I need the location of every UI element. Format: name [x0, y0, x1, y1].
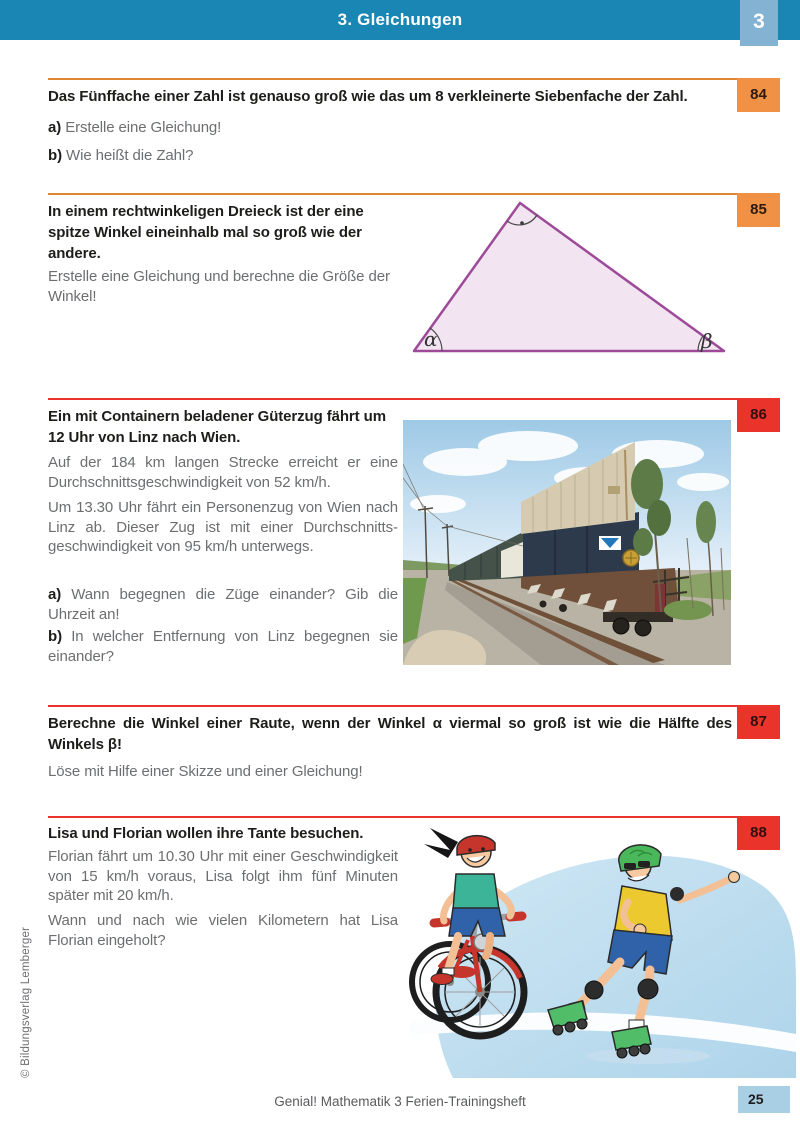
exercise-87-rule	[48, 705, 780, 707]
kids-illustration	[398, 822, 796, 1078]
part-label: b)	[48, 147, 62, 164]
triangle-shape	[414, 203, 724, 351]
exercise-85-number-badge: 85	[737, 193, 780, 227]
beta-label: β	[701, 329, 713, 353]
kids-illustration-svg	[398, 822, 796, 1078]
chapter-number-tab: 3	[740, 0, 778, 46]
right-triangle-figure	[408, 197, 732, 357]
exercise-88-rule	[48, 816, 780, 818]
exercise-84-title: Das Fünffache einer Zahl ist genauso groß wie das um 8 verkleinerte Siebenfache der Zahl.	[48, 88, 688, 105]
exercise-86-paragraph-2: Um 13.30 Uhr fährt ein Personenzug von Wien nach Linz ab. Dieser Zug ist mit einer Durchschnittsgeschwindigkeit von 95 km/h unterwegs.	[48, 499, 398, 555]
part-text: Wie heißt die Zahl?	[66, 147, 194, 164]
train-photo-svg	[403, 420, 731, 665]
chapter-header-bar	[0, 0, 800, 40]
exercise-84-number-badge: 84	[737, 78, 780, 112]
page-number: 25	[738, 1086, 790, 1113]
part-label: a)	[48, 119, 62, 136]
freight-train-photo	[403, 420, 731, 665]
part-text: In welcher Entfernung von Linz begegnen sie einander?	[48, 628, 398, 665]
triangle-svg	[408, 197, 732, 357]
chapter-title: 3. Gleichungen	[337, 10, 463, 29]
exercise-87-title: Berechne die Winkel einer Raute, wenn der Winkel α viermal so groß ist wie die Hälfte des Winkels β!	[48, 715, 732, 753]
exercise-85-rule	[48, 193, 780, 195]
exercise-84-part-b	[48, 146, 738, 166]
exercise-87-instruction: Löse mit Hilfe einer Skizze und einer Gleichung!	[48, 763, 363, 780]
part-text: Erstelle eine Gleichung!	[65, 119, 222, 136]
exercise-87-number-badge: 87	[737, 705, 780, 739]
exercise-88-title: Lisa und Florian wollen ihre Tante besuchen.	[48, 825, 364, 842]
copyright-sidebar-text: © Bildungsverlag Lemberger	[20, 926, 32, 1078]
exercise-86-title: Ein mit Containern beladener Güterzug fährt um 12 Uhr von Linz nach Wien.	[48, 408, 386, 446]
exercise-85-instruction: Erstelle eine Gleichung und berechne die Größe der Winkel!	[48, 268, 390, 305]
right-angle-dot	[520, 221, 524, 225]
footer-book-title: Genial! Mathematik 3 Ferien-Trainingsheft	[274, 1094, 526, 1109]
part-label: a)	[48, 586, 62, 603]
exercise-85-title: In einem rechtwinkeligen Dreieck ist der eine spitze Winkel eineinhalb mal so groß wie der andere.	[48, 203, 364, 262]
exercise-86-rule	[48, 398, 780, 400]
alpha-label: α	[424, 327, 438, 351]
exercise-86-number-badge: 86	[737, 398, 780, 432]
exercise-86-part-a	[48, 585, 398, 624]
exercise-84-rule	[48, 78, 780, 80]
exercise-88-paragraph-1: Florian fährt um 10.30 Uhr mit einer Geschwindigkeit von 15 km/h voraus, Lisa folgt ihm fünf Minuten später mit 20 km/h.	[48, 848, 398, 904]
exercise-88-paragraph-2: Wann und nach wie vielen Kilometern hat Lisa Florian eingeholt?	[48, 912, 398, 949]
exercise-86-part-b	[48, 627, 398, 666]
exercise-88-number-badge: 88	[737, 816, 780, 850]
part-text: Wann begegnen die Züge einander? Gib die Uhrzeit an!	[48, 586, 398, 623]
exercise-86-paragraph-1: Auf der 184 km langen Strecke erreicht er eine Durchschnittsgeschwindigkeit von 52 km/h.	[48, 454, 398, 491]
exercise-84-part-a	[48, 118, 738, 138]
part-label: b)	[48, 628, 62, 645]
